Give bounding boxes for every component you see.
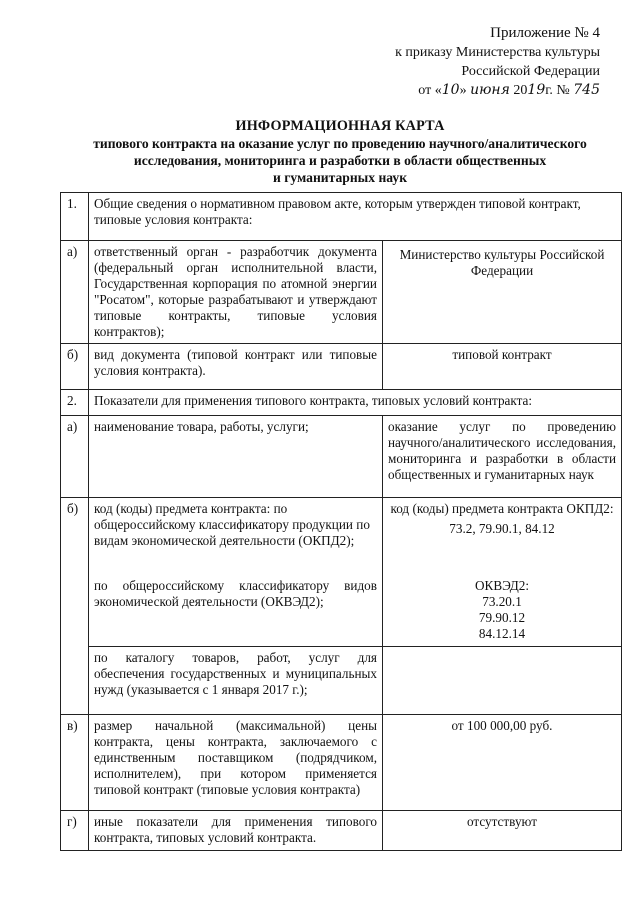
table-row [61, 416, 622, 498]
table-row [61, 344, 622, 390]
order-date-line [340, 81, 600, 100]
table-row [61, 241, 622, 344]
okved-code: 79.90.12 [478, 609, 526, 625]
item-text: ответственный орган - разработчик документа (федеральный орган исполнительной власти, Государственная корпорация по атомной энергии "Росатом", которые разрабатывают и утверждают типовые контракты, типовые условия контрактов); [89, 241, 383, 344]
item-value: типовой контракт [383, 344, 622, 390]
section-text: Показатели для применения типового контракта, типовых условий контракта: [89, 390, 622, 416]
ministry-name: Российской Федерации [461, 64, 600, 79]
table-row [61, 715, 622, 811]
section-text: Общие сведения о нормативном правовом акте, которым утвержден типовой контракт, типовые условия контракта: [89, 193, 622, 241]
item-letter: б) [61, 344, 89, 390]
item-text: наименование товара, работы, услуги; [89, 416, 383, 498]
item-value [383, 498, 622, 570]
table-row [61, 647, 622, 715]
section-number: 2. [61, 390, 89, 416]
catalog-text: по каталогу товаров, работ, услуг для обеспечения государственных и муниципальных нужд (указывается с 1 января 2017 г.); [89, 647, 383, 715]
item-value: оказание услуг по проведению научного/аналитического исследования, мониторинга и разработки в области общественных и гуманитарных наук [383, 416, 622, 498]
section-number: 1. [61, 193, 89, 241]
title-line-2: типового контракта на оказание услуг по проведению научного/аналитического [93, 136, 587, 151]
item-letter: а) [61, 241, 89, 344]
table-row [61, 811, 622, 851]
appendix-label: Приложение № 4 [490, 25, 600, 41]
handwritten-month: июня [470, 82, 510, 98]
handwritten-day: 10 [441, 82, 460, 98]
title-line-4: и гуманитарных наук [272, 170, 408, 185]
table-row [61, 390, 622, 416]
okved-title: ОКВЭД2: [475, 577, 529, 593]
order-reference: к приказу Министерства культуры [395, 45, 600, 60]
okved-text: по общероссийскому классификатору видов экономической деятельности (ОКВЭД2); [89, 570, 383, 647]
handwritten-year: 19 [527, 82, 546, 98]
document-title [60, 118, 620, 186]
okpd-codes: 73.2, 79.90.1, 84.12 [449, 521, 555, 536]
item-value: Министерство культуры Российской Федерации [383, 241, 622, 344]
okved-code: 73.20.1 [482, 593, 522, 609]
empty-cell [61, 647, 89, 715]
item-value: от 100 000,00 руб. [383, 715, 622, 811]
item-value: отсутствуют [383, 811, 622, 851]
table-row [61, 498, 622, 570]
date-mid: » [459, 83, 471, 98]
item-text: размер начальной (максимальной) цены контракта, цены контракта, заключаемого с единственным поставщиком (подрядчиком, исполнителем), при котором применяется типовой контракт (типовые условия контракта) [89, 715, 383, 811]
title-line-3: исследования, мониторинга и разработки в области общественных [133, 153, 547, 168]
item-text: иные показатели для применения типового контракта, типовых условий контракта. [89, 811, 383, 851]
item-letter: а) [61, 416, 89, 498]
table-row [61, 193, 622, 241]
okpd-title: код (коды) предмета контракта ОКПД2: [390, 501, 614, 516]
year-prefix: 20 [509, 83, 528, 98]
handwritten-order-number: 745 [573, 82, 600, 98]
table-row [61, 570, 622, 647]
date-prefix: от « [418, 83, 442, 98]
item-text: код (коды) предмета контракта: по общероссийскому классификатору продукции по видам экономической деятельности (ОКПД2); [89, 498, 383, 570]
title-main: ИНФОРМАЦИОННАЯ КАРТА [235, 118, 445, 134]
year-suffix: г. № [545, 83, 574, 98]
item-letter: б) [61, 498, 89, 647]
okved-value [383, 570, 622, 647]
item-letter: г) [61, 811, 89, 851]
catalog-value [383, 647, 622, 715]
okved-code: 84.12.14 [478, 625, 526, 641]
item-text: вид документа (типовой контракт или типовые условия контракта). [89, 344, 383, 390]
item-letter: в) [61, 715, 89, 811]
info-table [60, 192, 622, 851]
document-header [340, 24, 600, 100]
